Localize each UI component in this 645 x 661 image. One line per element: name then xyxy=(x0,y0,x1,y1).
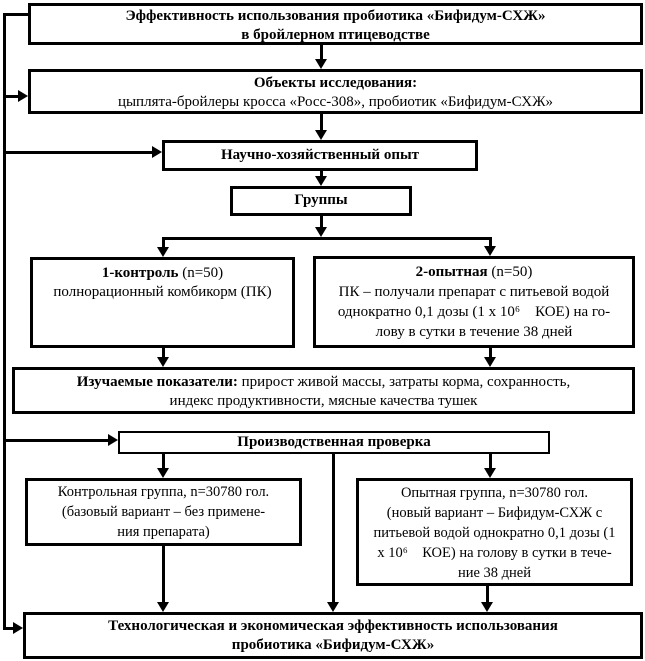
rail-stub-from-title xyxy=(3,13,28,16)
control-group-title-rest: (n=50) xyxy=(178,265,224,281)
prod-control-line2: (базовый вариант – без примене- xyxy=(61,504,266,520)
title-line2: в бройлерном птицеводстве xyxy=(241,27,430,43)
arrowhead-rail-to-final xyxy=(13,622,23,634)
connector-objects-to-experiment xyxy=(320,114,323,131)
experiment-label: Научно-хозяйственный опыт xyxy=(220,147,420,163)
indicators-box xyxy=(12,367,635,414)
final-line1: Технологическая и экономическая эффективность использования xyxy=(108,618,558,634)
indicators-line2: индекс продуктивности, мясные качества тушек xyxy=(169,393,478,409)
arrowhead-rail-to-experiment xyxy=(152,146,162,158)
rail-to-objects-line xyxy=(3,95,19,98)
prod-control-line3: ния препарата) xyxy=(117,524,210,540)
final-box xyxy=(23,612,643,659)
connector-prodexperimental-to-final xyxy=(486,586,489,603)
arrowhead-production-to-final xyxy=(327,602,339,612)
production-check-label: Производственная проверка xyxy=(237,434,431,450)
arrowhead-objects-to-experiment xyxy=(315,130,327,140)
arrowhead-branch-to-experimental xyxy=(484,246,496,256)
production-check-box xyxy=(118,431,550,454)
title-line1: Эффективность использования пробиотика «Бифидум-СХЖ» xyxy=(125,8,546,24)
experimental-group-line2: ПК – получали препарат с питьевой водой xyxy=(338,284,610,300)
prod-experimental-line5: ние 38 дней xyxy=(457,565,532,581)
indicators-body1: прирост живой массы, затраты корма, сохранность, xyxy=(237,374,571,390)
experimental-group-line4: лову в сутки в течение 38 дней xyxy=(375,324,573,340)
connector-production-to-final xyxy=(332,454,335,603)
experimental-group-title-bold: 2-опытная xyxy=(415,264,488,280)
arrowhead-prodcontrol-to-final xyxy=(157,602,169,612)
experimental-group-box xyxy=(313,256,635,348)
indicators-header: Изучаемые показатели: xyxy=(76,374,238,390)
objects-body: цыплята-бройлеры кросса «Росс-308», пробиотик «Бифидум-СХЖ» xyxy=(117,94,554,110)
experiment-box xyxy=(162,140,478,171)
experimental-group-title xyxy=(316,262,632,282)
arrowhead-control-to-indicators xyxy=(157,357,169,367)
prod-experimental-line4: х 10⁶ КОЕ) на голову в сутки в тече- xyxy=(377,545,612,561)
branch-line-groups xyxy=(162,237,492,240)
final-line2: пробиотика «Бифидум-СХЖ» xyxy=(231,637,435,653)
arrowhead-prodexperimental-to-final xyxy=(481,602,493,612)
arrowhead-experimental-to-indicators xyxy=(484,357,496,367)
arrowhead-rail-to-objects xyxy=(18,90,28,102)
rail-to-production-line xyxy=(3,439,109,442)
arrowhead-title-to-objects xyxy=(315,59,327,69)
groups-label: Группы xyxy=(294,192,348,208)
rail-to-experiment-line xyxy=(3,151,153,154)
prod-experimental-line3: питьевой водой однократно 0,1 дозы (1 xyxy=(373,525,616,541)
control-group-box xyxy=(30,257,295,348)
experimental-group-line3: однократно 0,1 дозы (1 х 10⁶ КОЕ) на го- xyxy=(337,304,611,320)
experimental-group-title-rest: (n=50) xyxy=(487,264,533,280)
connector-production-to-prodcontrol xyxy=(162,454,165,469)
prod-control-box xyxy=(25,478,302,546)
connector-title-to-objects xyxy=(320,44,323,60)
groups-box xyxy=(230,186,412,216)
title-box xyxy=(28,3,643,45)
rail-vertical xyxy=(3,13,6,630)
arrowhead-groups-to-branch xyxy=(315,227,327,237)
objects-header: Объекты исследования: xyxy=(253,75,418,91)
connector-production-to-prodexperimental xyxy=(489,454,492,469)
arrowhead-experiment-to-groups xyxy=(315,176,327,186)
control-group-title xyxy=(33,264,292,283)
objects-box xyxy=(28,69,643,114)
prod-experimental-box xyxy=(356,478,633,586)
prod-control-line1: Контрольная группа, n=30780 гол. xyxy=(57,484,270,500)
arrowhead-branch-to-control xyxy=(157,247,169,257)
arrowhead-production-to-prodcontrol xyxy=(157,468,169,478)
control-group-title-bold: 1-контроль xyxy=(101,265,179,281)
arrowhead-production-to-prodexperimental xyxy=(484,468,496,478)
control-group-line2: полнорационный комбикорм (ПК) xyxy=(53,284,272,300)
prod-experimental-line1: Опытная группа, n=30780 гол. xyxy=(400,485,589,501)
indicators-line1 xyxy=(15,373,632,392)
arrowhead-rail-to-production xyxy=(108,434,118,446)
prod-experimental-line2: (новый вариант – Бифидум-СХЖ с xyxy=(386,505,603,521)
connector-prodcontrol-to-final xyxy=(162,546,165,603)
